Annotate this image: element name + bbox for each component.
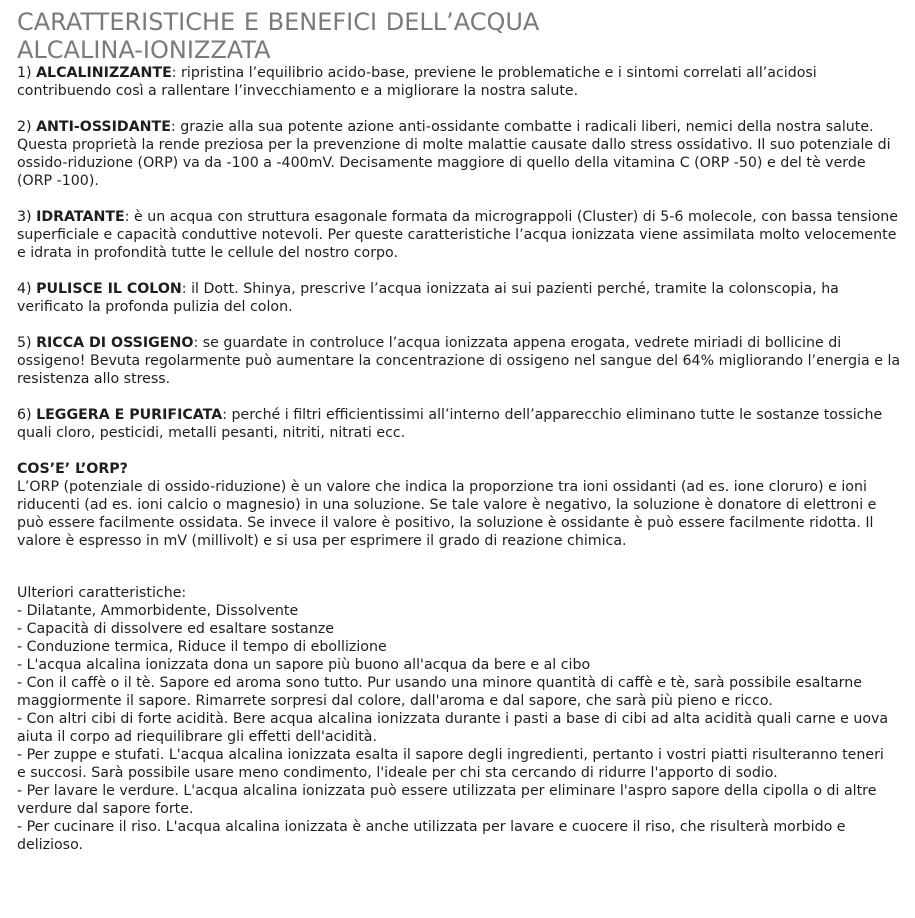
list-item: - Per lavare le verdure. L'acqua alcalina ionizzata può essere utilizzata per eliminare l'aspro sapore della cipolla o di altre verdure dal sapore forte. (17, 783, 877, 817)
orp-text: L’ORP (potenziale di ossido-riduzione) è un valore che indica la proporzione tra ioni ossidanti (ad es. ione cloruro) e ioni riducenti (ad es. ioni calcio o magnesio) in una soluzione. Se tale valore è negativo, la soluzione è donatore di elettroni e può essere facilmente ossidata. Se invece il valore è positivo, la soluzione è ossidante è può essere facilmente ridotta. Il valore è espresso in mV (millivolt) e si usa per esprimere il grado di reazione chimica. (17, 479, 877, 549)
section-number: 4) (17, 281, 37, 297)
page-title-line-1: CARATTERISTICHE E BENEFICI DELL’ACQUA (17, 8, 540, 36)
section-alcalinizzante (17, 64, 902, 100)
section-number: 1) (17, 65, 37, 81)
document-page (17, 8, 907, 854)
ulteriori-list (17, 602, 897, 854)
section-leggera-e-purificata (17, 406, 902, 442)
section-ricca-di-ossigeno (17, 334, 902, 388)
list-item: - Capacità di dissolvere ed esaltare sostanze (17, 621, 335, 637)
list-item: - Dilatante, Ammorbidente, Dissolvente (17, 603, 299, 619)
section-text: : se guardate in controluce l’acqua ionizzata appena erogata, vedrete miriadi di bollicine di ossigeno! Bevuta regolarmente può aumentare la concentrazione di ossigeno nel sangue del 64% migliorando l’energia e la resistenza allo stress. (17, 335, 901, 387)
section-idratante (17, 208, 902, 262)
section-number: 3) (17, 209, 37, 225)
section-heading: ALCALINIZZANTE (36, 65, 172, 81)
list-item: - L'acqua alcalina ionizzata dona un sapore più buono all'acqua da bere e al cibo (17, 657, 591, 673)
section-number: 6) (17, 407, 37, 423)
section-text: : grazie alla sua potente azione anti-ossidante combatte i radicali liberi, nemici della nostra salute. Questa proprietà la rende preziosa per la prevenzione di molte malattie causate dallo stress ossidativo. Il suo potenziale di ossido-riduzione (ORP) va da -100 a -400mV. Decisamente maggiore di quello della vitamina C (ORP -50) e del tè verde (ORP -100). (17, 119, 891, 189)
list-item: - Con altri cibi di forte acidità. Bere acqua alcalina ionizzata durante i pasti a base di cibi ad alta acidità quali carne e uova aiuta il corpo ad riequilibrare gli effetti dell'acidità. (17, 711, 889, 745)
section-heading: LEGGERA E PURIFICATA (36, 407, 223, 423)
section-anti-ossidante (17, 118, 902, 190)
page-title-line-2: ALCALINA-IONIZZATA (17, 36, 271, 64)
list-item: - Per zuppe e stufati. L'acqua alcalina ionizzata esalta il sapore degli ingredienti, pertanto i vostri piatti risulteranno teneri e succosi. Sarà possibile usare meno condimento, l'ideale per chi sta cercando di ridurre l'apporto di sodio. (17, 747, 884, 781)
list-item: - Con il caffè o il tè. Sapore ed aroma sono tutto. Pur usando una minore quantità di caffè e tè, sarà possibile esaltarne maggiormente il sapore. Rimarrete sorpresi dal colore, dall'aroma e dal sapore, che sarà più pieno e ricco. (17, 675, 862, 709)
section-text: : è un acqua con struttura esagonale formata da micrograppoli (Cluster) di 5-6 molecole, con bassa tensione superficiale e capacità conduttive notevoli. Per queste caratteristiche l’acqua ionizzata viene assimilata molto velocemente e idrata in profondità tutte le cellule del nostro corpo. (17, 209, 898, 261)
section-text: : ripristina l’equilibrio acido-base, previene le problematiche e i sintomi correlati all’acidosi contribuendo così a rallentare l’invecchiamento e a migliorare la nostra salute. (17, 65, 817, 99)
section-number: 2) (17, 119, 37, 135)
orp-heading: COS’E’ L’ORP? (17, 461, 128, 477)
page-title (17, 8, 907, 64)
ulteriori-heading: Ulteriori caratteristiche: (17, 585, 187, 601)
section-heading: IDRATANTE (36, 209, 125, 225)
list-item: - Conduzione termica, Riduce il tempo di ebollizione (17, 639, 387, 655)
section-heading: PULISCE IL COLON (36, 281, 182, 297)
section-text: : il Dott. Shinya, prescrive l’acqua ionizzata ai sui pazienti perché, tramite la colonscopia, ha verificato la profonda pulizia del colon. (17, 281, 839, 315)
list-item: - Per cucinare il riso. L'acqua alcalina ionizzata è anche utilizzata per lavare e cuocere il riso, che risulterà morbido e delizioso. (17, 819, 846, 853)
section-heading: RICCA DI OSSIGENO (36, 335, 194, 351)
section-text: : perché i filtri efficientissimi all’interno dell’apparecchio eliminano tutte le sostanze tossiche quali cloro, pesticidi, metalli pesanti, nitriti, nitrati ecc. (17, 407, 883, 441)
section-number: 5) (17, 335, 37, 351)
section-pulisce-il-colon (17, 280, 902, 316)
section-heading: ANTI-OSSIDANTE (36, 119, 171, 135)
